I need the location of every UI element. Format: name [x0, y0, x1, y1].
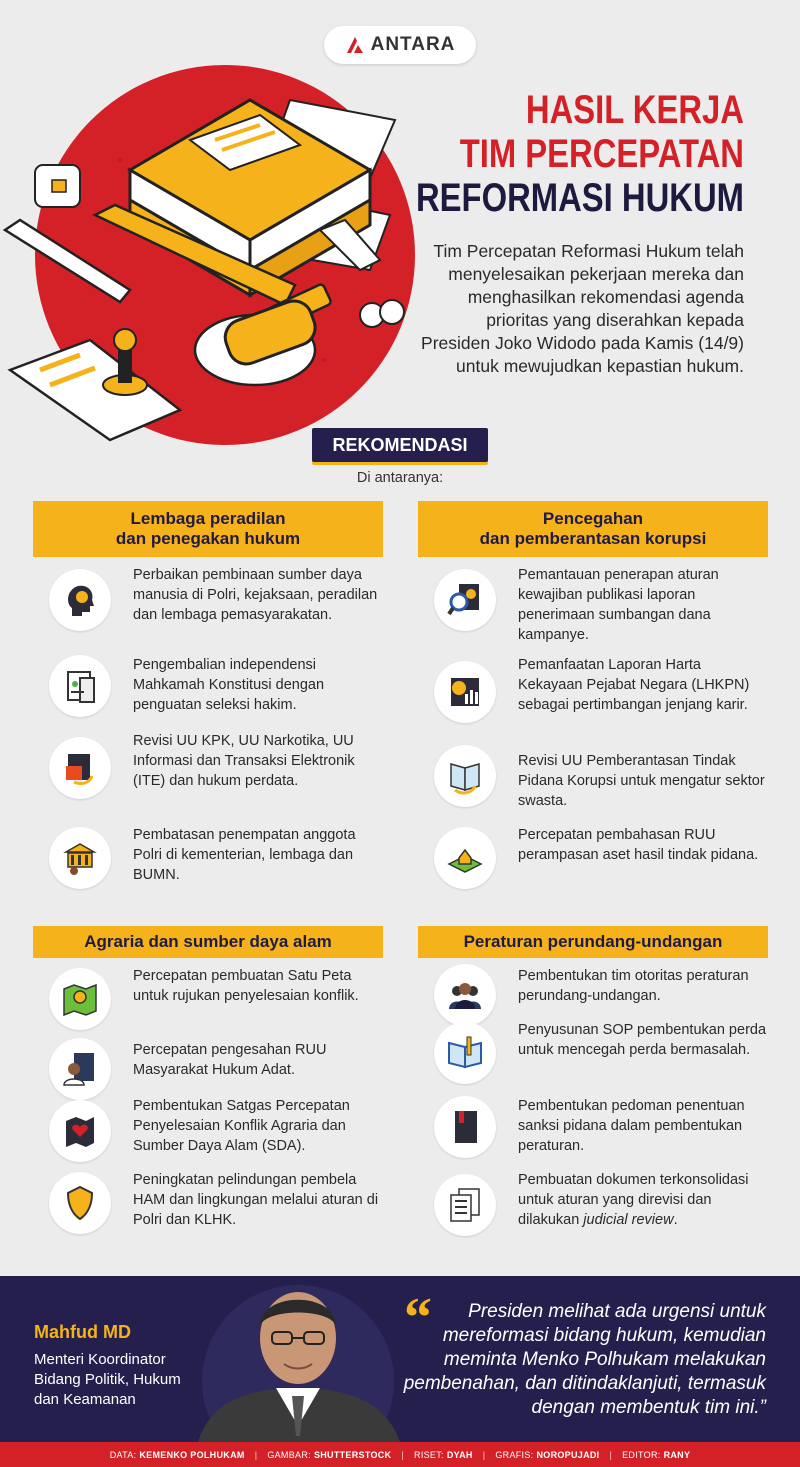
hero-legal-illustration	[0, 40, 480, 460]
team-icon	[434, 964, 496, 1026]
magnifier-coin-icon	[434, 569, 496, 631]
category-header	[33, 926, 383, 958]
speaker-role: Menteri Koordinator Bidang Politik, Hukum dan Keamanan	[34, 1351, 181, 1408]
title-line-1: HASIL KERJA	[525, 88, 744, 132]
category-title-line-1: Lembaga peradilan	[130, 509, 286, 528]
category-agraria	[33, 926, 383, 1256]
credit-grafis-label: GRAFIS:	[495, 1449, 534, 1460]
credit-grafis-value: NOROPUJADI	[536, 1449, 600, 1460]
house-money-icon	[434, 827, 496, 889]
law-book-icon	[434, 1096, 496, 1158]
documents-icon	[434, 1174, 496, 1236]
quote-text: Presiden melihat ada urgensi untuk mereformasi bidang hukum, kemudian meminta Menko Polhukam melakukan pembenahan, dan ditindaklanjuti, termasuk dengan membentuk tim ini.”	[403, 1301, 766, 1418]
item-text: Pembentukan tim otoritas peraturan perundang-undangan.	[518, 968, 749, 1004]
item-text: Revisi UU Pemberantasan Tindak Pidana Korupsi untuk mengatur sektor swasta.	[518, 753, 765, 809]
item-text: Pembentukan pedoman penentuan sanksi pidana dalam pembentukan peraturan.	[518, 1098, 745, 1154]
portrait-illustration	[180, 1276, 410, 1442]
coin-chart-icon	[434, 661, 496, 723]
speaker-name: Mahfud MD	[34, 1322, 131, 1342]
item-text: Pemantauan penerapan aturan kewajiban publikasi laporan penerimaan sumbangan dana kampanye.	[518, 567, 719, 643]
category-peradilan	[33, 501, 383, 901]
item-text-end: .	[673, 1212, 678, 1228]
title-line-2: TIM PERCEPATAN	[459, 132, 744, 176]
quote-mark-icon: “	[404, 1287, 432, 1349]
item-text: Pemanfaatan Laporan Harta Kekayaan Pejabat Negara (LHKPN) sebagai pertimbangan jenjang karir.	[518, 657, 750, 713]
credit-separator: |	[401, 1449, 405, 1460]
credit-data-label: DATA:	[109, 1449, 137, 1460]
book-person-icon	[49, 1038, 111, 1100]
category-title-line-2: dan pemberantasan korupsi	[479, 529, 707, 548]
map-pin-icon	[49, 968, 111, 1030]
credits-footer	[0, 1442, 800, 1467]
main-title	[416, 88, 744, 220]
credit-data-value: KEMENKO POLHUKAM	[139, 1449, 245, 1460]
item-text: Penyusunan SOP pembentukan perda untuk mencegah perda bermasalah.	[518, 1022, 767, 1058]
credit-gambar-value: SHUTTERSTOCK	[313, 1449, 392, 1460]
item-text: Pembentukan Satgas Percepatan Penyelesaian Konflik Agraria dan Sumber Daya Alam (SDA).	[133, 1098, 350, 1154]
item-text: Percepatan pembuatan Satu Peta untuk rujukan penyelesaian konflik.	[133, 968, 359, 1004]
credit-editor-value: RANY	[663, 1449, 691, 1460]
category-title-line-1: Pencegahan	[542, 509, 644, 528]
intro-paragraph: Tim Percepatan Reformasi Hukum telah menyelesaikan pekerjaan mereka dan menghasilkan rekomendasi agenda prioritas yang diserahkan kepada Presiden Joko Widodo pada Kamis (14/9) untuk mewujudkan kepastian hukum.	[421, 241, 744, 376]
item-text: Percepatan pembahasan RUU perampasan aset hasil tindak pidana.	[518, 827, 759, 863]
category-title: Peraturan perundang-undangan	[463, 932, 723, 951]
category-peraturan	[418, 926, 768, 1256]
shield-icon	[49, 1172, 111, 1234]
head-brain-icon	[49, 569, 111, 631]
credit-separator: |	[609, 1449, 613, 1460]
item-text-emphasis: judicial review	[583, 1212, 674, 1228]
category-header	[418, 501, 768, 557]
open-book-icon	[434, 745, 496, 807]
map-heart-icon	[49, 1100, 111, 1162]
item-text: Pembatasan penempatan anggota Polri di kementerian, lembaga dan BUMN.	[133, 827, 356, 883]
category-header	[418, 926, 768, 958]
logo-text: ANTARA	[370, 34, 456, 55]
government-building-icon	[49, 827, 111, 889]
credit-riset-value: DYAH	[446, 1449, 473, 1460]
item-text	[518, 1170, 768, 1230]
credit-separator: |	[482, 1449, 486, 1460]
item-text: Pengembalian independensi Mahkamah Konstitusi dengan penguatan seleksi hakim.	[133, 657, 325, 713]
book-pen-icon	[434, 1022, 496, 1084]
category-korupsi	[418, 501, 768, 901]
category-header	[33, 501, 383, 557]
item-text-main: Pembuatan dokumen terkonsolidasi untuk aturan yang direvisi dan dilakukan	[518, 1172, 749, 1228]
title-line-3: REFORMASI HUKUM	[416, 176, 744, 220]
category-title: Agraria dan sumber daya alam	[84, 932, 332, 951]
item-text: Revisi UU KPK, UU Narkotika, UU Informasi dan Transaksi Elektronik (ITE) dan hukum perdata.	[133, 733, 355, 789]
document-revision-icon	[49, 737, 111, 799]
rekomendasi-badge: REKOMENDASI	[312, 428, 488, 462]
credit-editor-label: EDITOR:	[622, 1449, 661, 1460]
item-text: Peningkatan pelindungan pembela HAM dan lingkungan melalui aturan di Polri dan KLHK.	[133, 1172, 379, 1228]
category-title-line-2: dan penegakan hukum	[115, 529, 301, 548]
rekomendasi-subtitle: Di antaranya:	[356, 470, 444, 486]
credit-separator: |	[254, 1449, 258, 1460]
item-text: Percepatan pengesahan RUU Masyarakat Hukum Adat.	[133, 1042, 327, 1078]
credit-riset-label: RISET:	[414, 1449, 444, 1460]
item-text: Perbaikan pembinaan sumber daya manusia di Polri, kejaksaan, peradilan dan lembaga pemasyarakatan.	[133, 567, 378, 623]
document-user-icon	[49, 655, 111, 717]
credit-gambar-label: GAMBAR:	[267, 1449, 311, 1460]
